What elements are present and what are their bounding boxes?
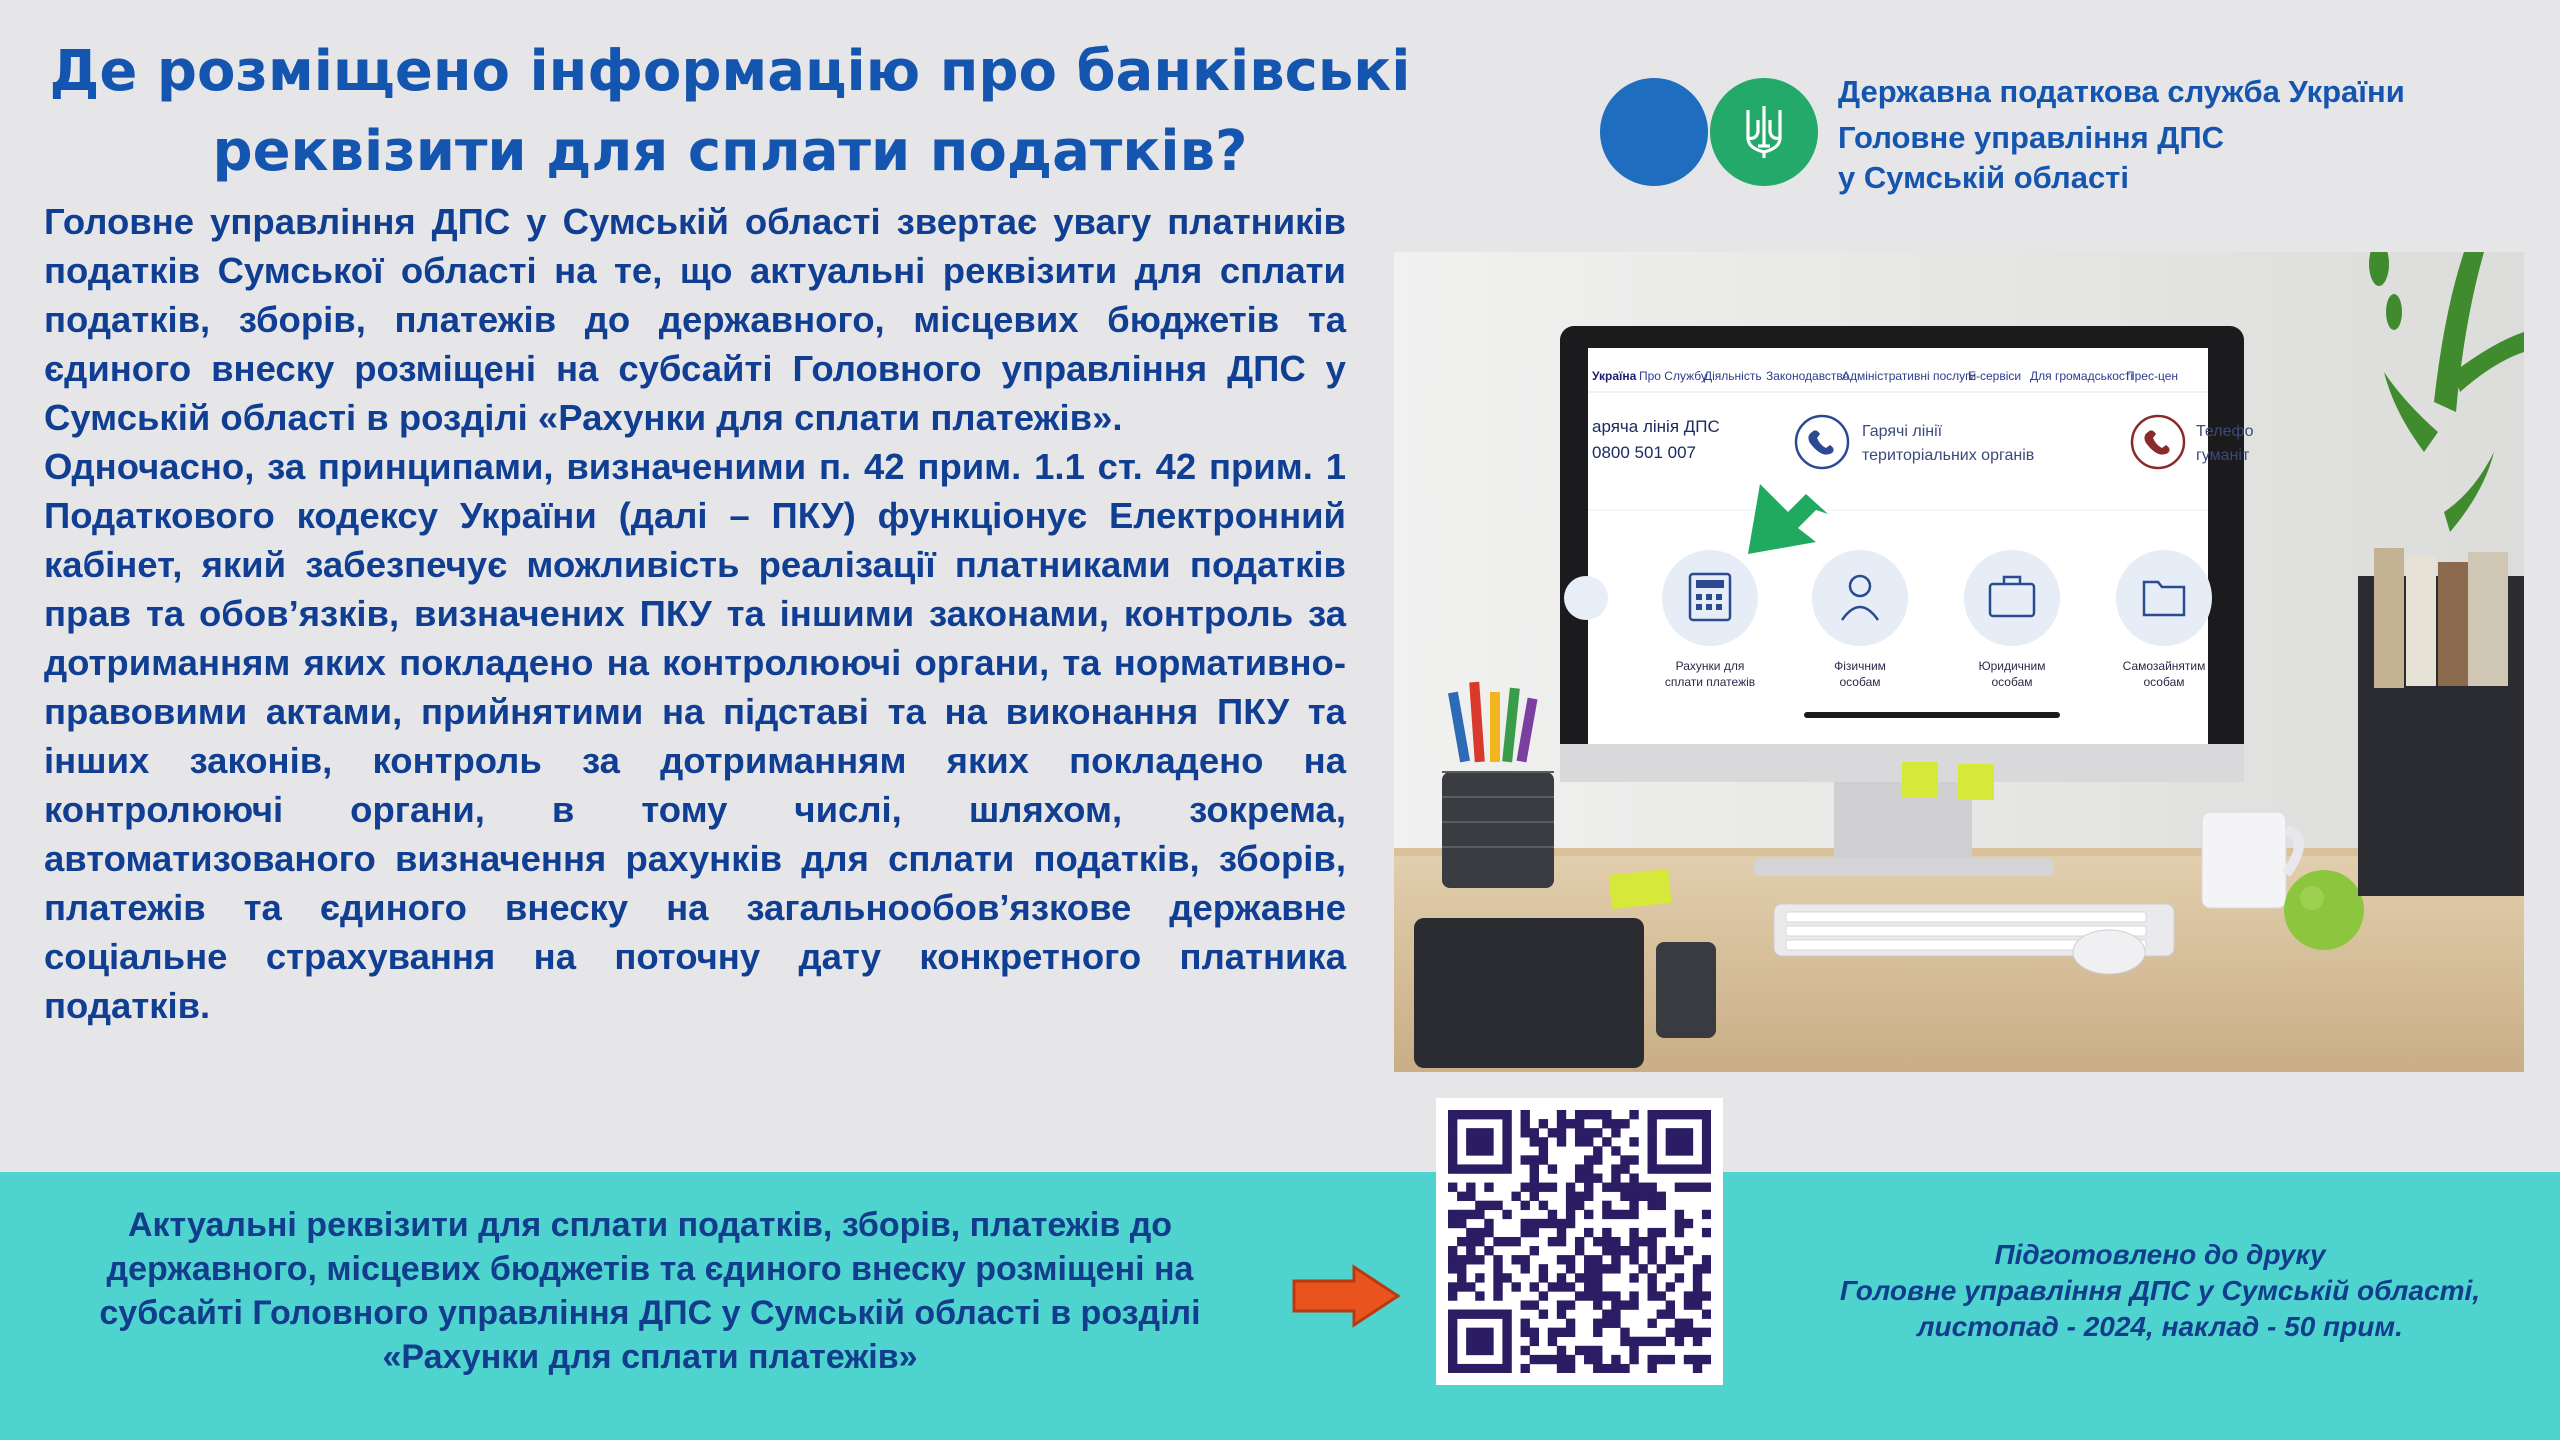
logo-blue-circle (1600, 78, 1708, 186)
svg-text:особам: особам (2143, 675, 2185, 689)
svg-text:Фізичним: Фізичним (1834, 659, 1886, 673)
svg-text:особам: особам (1991, 675, 2033, 689)
trident-icon (1742, 102, 1786, 162)
desk-computer-photo (1394, 252, 2524, 1072)
screen-nav (1592, 369, 2178, 383)
logo-green-circle (1710, 78, 1818, 186)
paragraph-1: Головне управління ДПС у Сумській області звертає увагу платників податків Сумської області на те, що актуальні реквізити для сплати податків, зборів, платежів до державного, місцевих бюджетів та єдиного внеску розміщені на субсайті Головного управління ДПС у Сумській області в розділі «Рахунки для сплати платежів». (44, 201, 1346, 438)
poster-title (20, 32, 1440, 192)
title-line-2: реквізити для сплати податків? (212, 119, 1248, 184)
svg-text:сплати платежів: сплати платежів (1664, 675, 1756, 689)
main-text (44, 197, 1346, 1030)
svg-text:особам: особам (1839, 675, 1881, 689)
organization-block (1838, 72, 2538, 198)
apple (2284, 870, 2364, 950)
org-line-1: Державна податкова служба України (1838, 74, 2405, 109)
tablet (1414, 918, 1644, 1068)
svg-text:Україна: Україна (1592, 369, 1637, 383)
nav-item: Е-сервіси (1968, 369, 2022, 383)
svg-text:Рахунки для: Рахунки для (1675, 659, 1745, 673)
phone-cut-l1: Телефо (2196, 423, 2254, 440)
imprint-line-1: Підготовлено до друку (1994, 1239, 2326, 1270)
nav-item: Законодавство (1766, 369, 1850, 383)
sticky-note (1958, 764, 1994, 800)
imprint-line-2: Головне управління ДПС у Сумській області, (1839, 1275, 2481, 1306)
dps-logo (1600, 78, 1820, 186)
hotlines-regional-l2: територіальних органів (1862, 447, 2035, 464)
title-line-1: Де розміщено інформацію про банківські (49, 39, 1411, 104)
phone (1656, 942, 1716, 1038)
bottom-line-2: державного, місцевих бюджетів та єдиного внеску розміщені на (106, 1250, 1194, 1288)
screen-tile-self-employed (2116, 550, 2212, 689)
bottom-text (40, 1203, 1260, 1379)
bottom-line-1: Актуальні реквізити для сплати податків, зборів, платежів до (127, 1206, 1173, 1244)
mug (2202, 812, 2286, 908)
hotline-label: аряча лінія ДПС (1592, 417, 1720, 436)
phone-cut-l2: гуманіт (2196, 447, 2250, 464)
nav-item: Адміністративні послуги (1842, 369, 1977, 383)
sticky-note (1902, 762, 1938, 798)
paragraph-2: Одночасно, за принципами, визначеними п. 42 прим. 1.1 ст. 42 прим. 1 Податкового кодексу України (далі – ПКУ) функціонує Електронний кабінет, який забезпечує можливість реалізації платниками податків прав та обов’язків, визначених ПКУ та іншими законами, контроль за дотриманням яких покладено на контролюючі органи, та нормативно-правовими актами, прийнятими на підставі та на виконання ПКУ та інших законів, контроль за дотриманням яких покладено на контролюючі органи, в тому числі, шляхом, зокрема, автоматизованого визначення рахунків для сплати податків, зборів, платежів та єдиного внеску на загальнообов’язкове державне соціальне страхування на поточну дату конкретного платника податків. (44, 446, 1346, 1026)
bottom-line-4: «Рахунки для сплати платежів» (382, 1338, 918, 1376)
nav-item: Прес-цен (2126, 369, 2179, 383)
screen-tile-accounts (1662, 550, 1758, 689)
bottom-line-3: субсайті Головного управління ДПС у Сумській області в розділі (99, 1294, 1201, 1332)
svg-text:Самозайнятим: Самозайнятим (2122, 659, 2206, 673)
arrow-right-icon (1290, 1263, 1402, 1329)
mouse (2073, 930, 2145, 974)
print-imprint (1780, 1237, 2540, 1345)
org-line-3: у Сумській області (1838, 160, 2129, 195)
sticky-note (1608, 869, 1671, 909)
hotline-number: 0800 501 007 (1592, 443, 1696, 462)
qr-code-pattern (1448, 1110, 1711, 1373)
desk-illustration (1394, 252, 2524, 1072)
hotlines-regional-l1: Гарячі лінії (1862, 423, 1943, 440)
imprint-line-3: листопад - 2024, наклад - 50 прим. (1917, 1311, 2403, 1342)
nav-item: Діяльність (1704, 369, 1762, 383)
org-line-2: Головне управління ДПС (1838, 120, 2225, 155)
nav-item: Для громадськості (2030, 369, 2134, 383)
nav-item: Про Службу (1639, 369, 1707, 383)
qr-code[interactable] (1436, 1098, 1723, 1385)
svg-text:Юридичним: Юридичним (1978, 659, 2046, 673)
